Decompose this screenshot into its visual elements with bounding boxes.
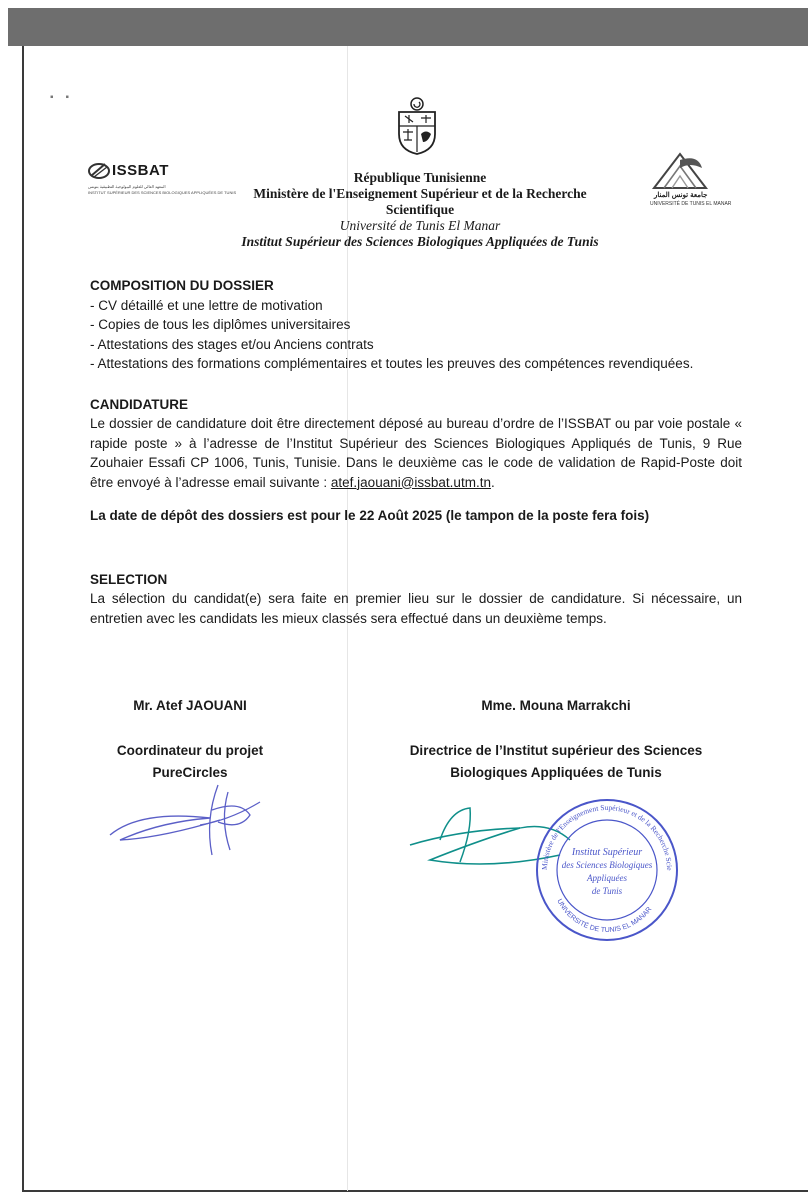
- ministry-line-1: Ministère de l'Enseignement Supérieur et de la Recherche: [253, 186, 587, 201]
- signatory-left-role-line-1: Coordinateur du projet: [116, 743, 264, 758]
- candidature-email-suffix: .: [490, 474, 495, 490]
- issbat-brand: ISSBAT: [112, 162, 169, 179]
- selection-paragraph: La sélection du candidat(e) sera faite en premier lieu sur le dossier de candidature. Si nécessaire, un entretien avec les candidats les mieux classés sera effectué dans un deuxième temps.: [90, 591, 742, 626]
- candidature-paragraph: [90, 414, 742, 492]
- composition-item-3: - Attestations des stages et/ou Anciens contrats: [90, 336, 374, 352]
- institute-line: Institut Supérieur des Sciences Biologiques Appliquées de Tunis: [241, 234, 599, 249]
- utm-caption-french: UNIVERSITÉ DE TUNIS EL MANAR: [650, 201, 732, 207]
- scan-left-edge: [22, 46, 24, 1191]
- issbat-sub-arabic: المعهد العالي للعلوم البيولوجية التطبيقية بتونس: [88, 184, 166, 189]
- stamp-inner-line-4: de Tunis: [591, 886, 623, 896]
- signatory-right-role-line-2: Biologiques Appliquées de Tunis: [450, 765, 662, 780]
- deadline-notice: La date de dépôt des dossiers est pour le 22 Août 2025 (le tampon de la poste fera fois): [90, 508, 650, 523]
- university-line: Université de Tunis El Manar: [339, 218, 501, 233]
- stamp-inner-line-2: des Sciences Biologiques: [561, 860, 653, 870]
- issbat-sub-french: INSTITUT SUPÉRIEUR DES SCIENCES BIOLOGIQUES APPLIQUÉES DE TUNIS: [88, 190, 237, 195]
- signatory-left-role: [90, 740, 290, 784]
- issbat-logo: [88, 160, 237, 210]
- republic-line: République Tunisienne: [353, 170, 487, 185]
- scan-top-bar: [8, 8, 808, 46]
- scan-specks: ▪▪: [50, 92, 82, 103]
- contact-email-link[interactable]: atef.jaouani@issbat.utm.tn: [330, 474, 491, 490]
- utm-logo: [640, 150, 732, 210]
- signatory-right-role-line-1: Directrice de l’Institut supérieur des Sciences: [409, 743, 703, 758]
- candidature-heading: CANDIDATURE: [90, 396, 188, 412]
- scan-bottom-edge: [22, 1190, 808, 1192]
- utm-logo-mark-icon: [650, 150, 710, 190]
- left-handwritten-signature: [100, 780, 270, 870]
- stamp-bottom-text: UNIVERSITÉ DE TUNIS EL MANAR: [555, 898, 654, 934]
- official-stamp-icon: [532, 795, 682, 945]
- stamp-inner-line-3: Appliquées: [587, 873, 627, 883]
- stamp-inner-line-1: Institut Supérieur: [571, 847, 643, 858]
- composition-item-4: - Attestations des formations complémentaires et toutes les preuves des compétences revendiquées.: [90, 356, 694, 371]
- issbat-logo-mark-icon: [88, 160, 110, 182]
- selection-heading: SELECTION: [90, 571, 168, 587]
- document-body: [90, 276, 742, 628]
- signatory-left-role-line-2: PureCircles: [152, 765, 228, 780]
- utm-caption-arabic: جامعة تونس المنار: [654, 192, 708, 199]
- tunisia-coat-of-arms-icon: [395, 96, 439, 156]
- signatory-right-role: [395, 740, 717, 784]
- composition-item-1: - CV détaillé et une lettre de motivation: [90, 297, 323, 313]
- composition-item-2: - Copies de tous les diplômes universitaires: [90, 317, 351, 332]
- candidature-text: Le dossier de candidature doit être directement déposé au bureau d’ordre de l’ISSBAT ou par voie postale « rapide poste » à l’adresse de l’Institut Supérieur des Sciences Biologiques Appliqués de Tunis, 9 Rue Zouhaier Essafi CP 1006, Tunis, Tunisie. Dans le deuxième cas le code de validation de Rapid-Poste doit être envoyé à l’adresse email suivante :: [90, 416, 742, 490]
- signatory-left-name: Mr. Atef JAOUANI: [133, 698, 247, 713]
- stamp-outer-text: Ministère de l'Enseignement Supérieur et de la Recherche Scie: [539, 802, 675, 871]
- ministry-line-2: Scientifique: [385, 202, 455, 217]
- institution-header: [200, 170, 640, 250]
- composition-heading: COMPOSITION DU DOSSIER: [90, 278, 274, 293]
- signatory-right-name: Mme. Mouna Marrakchi: [481, 698, 631, 713]
